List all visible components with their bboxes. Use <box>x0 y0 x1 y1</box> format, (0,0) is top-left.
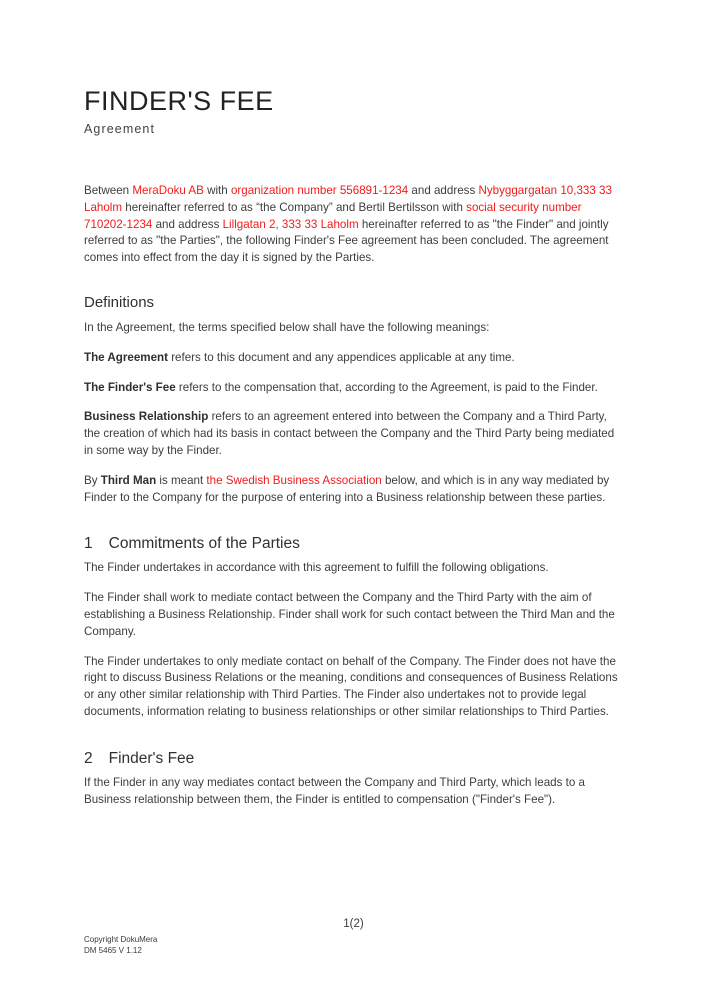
defined-term: Third Man <box>100 473 157 487</box>
page-number: 1(2) <box>343 918 364 930</box>
body-text: If the Finder in any way mediates contact between the Company and Third Party, which leads to a Business relationship between them, the Finder is entitled to compensation ("Finder's Fee"). <box>84 775 585 806</box>
body-text: refers to this document and any appendices applicable at any time. <box>167 350 515 364</box>
body-text: Between <box>84 184 133 197</box>
document-title: FINDER'S FEE <box>84 86 274 116</box>
paragraph <box>84 560 624 577</box>
body-text: By <box>84 473 101 487</box>
highlighted-field: Nybyggargatan 10,333 33 Laholm <box>84 184 612 214</box>
paragraph <box>84 409 624 459</box>
copyright-line: Copyright DokuMera <box>84 935 158 944</box>
body-text: with <box>203 184 231 197</box>
paragraph <box>84 183 624 267</box>
section-heading <box>84 749 624 769</box>
body-text: and address <box>152 217 223 231</box>
highlighted-field: Lillgatan 2, 333 33 Laholm <box>222 217 359 231</box>
body-text: refers to the compensation that, according to the Agreement, is paid to the Finder. <box>175 380 598 394</box>
defined-term: The Finder's Fee <box>84 380 176 394</box>
section-number: 2 <box>84 749 93 767</box>
body-text: and address <box>408 184 479 197</box>
body-text: refers to an agreement entered into between the Company and a Third Party, the creation of which had its basis in contact between the Company and the Third Party being mediated in some way by the Finder. <box>84 410 615 457</box>
paragraph <box>84 473 624 507</box>
body-text: below, and which is in any way mediated by Finder to the Company for the purpose of entering into a Business relationship between these parties. <box>84 473 610 504</box>
paragraph <box>84 654 624 721</box>
document-content <box>84 0 624 821</box>
document-id: DM 5465 V 1.12 <box>84 945 142 955</box>
paragraph <box>84 380 624 397</box>
highlighted-field: MeraDoku AB <box>132 184 204 197</box>
paragraph <box>84 775 624 809</box>
highlighted-field: social security number 710202-1234 <box>84 200 582 231</box>
section-title: Commitments of the Parties <box>108 535 300 553</box>
paragraph <box>84 590 624 640</box>
document-subtitle: Agreement <box>84 122 156 136</box>
section-title: Finder's Fee <box>108 749 195 767</box>
highlighted-field: the Swedish Business Association <box>206 473 382 487</box>
body-text: The Finder undertakes to only mediate contact on behalf of the Company. The Finder does not have the right to discuss Business Relations or the meaning, conditions and consequences of Business Relations or any other similar relationship with Third Parties. The Finder also undertakes not to provide legal documents, information relating to business relationships or other similar relationships to Third Parties. <box>84 654 618 718</box>
body-text: hereinafter referred to as “the Company” and Bertil Bertilsson with <box>122 200 467 214</box>
defined-term: The Agreement <box>84 350 168 364</box>
highlighted-field: organization number 556891-1234 <box>230 184 409 197</box>
paragraph <box>84 350 624 367</box>
section-heading <box>84 534 624 554</box>
definitions-heading: Definitions <box>84 293 155 311</box>
body-text: The Finder undertakes in accordance with this agreement to fulfill the following obligations. <box>84 561 549 575</box>
document-body <box>84 183 624 808</box>
defined-term: Business Relationship <box>84 410 209 424</box>
body-text: The Finder shall work to mediate contact between the Company and the Third Party with the aim of establishing a Business Relationship. Finder shall work for such contact between the Third Man and the Company. <box>84 591 615 638</box>
body-text: In the Agreement, the terms specified below shall have the following meanings: <box>84 320 490 334</box>
section-number: 1 <box>84 535 93 553</box>
body-text: hereinafter referred to as "the Finder" and jointly referred to as "the Parties", the following Finder's Fee agreement has been concluded. The agreement comes into effect from the day it is signed by the Parties. <box>84 217 609 265</box>
paragraph <box>84 320 624 337</box>
body-text: is meant <box>156 473 207 487</box>
footer-copyright <box>84 935 157 956</box>
